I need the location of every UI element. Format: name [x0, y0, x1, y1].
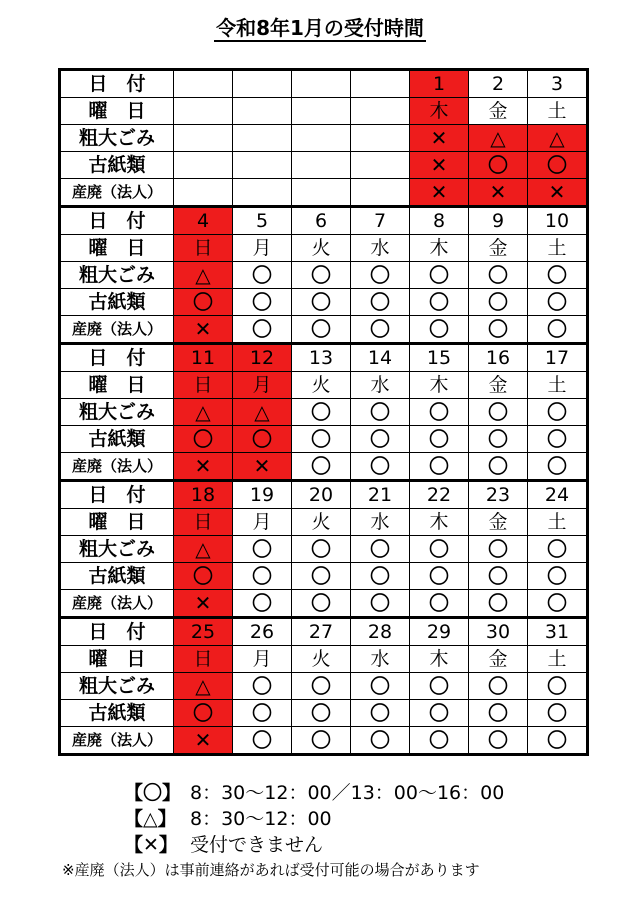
status-cell: 〇: [528, 399, 588, 426]
weekday-cell: 木: [410, 509, 469, 536]
status-cell: 〇: [410, 563, 469, 590]
row-label: 曜 日: [60, 646, 174, 673]
weekday-cell: 水: [351, 235, 410, 262]
status-cell: 〇: [233, 700, 292, 727]
date-cell: [292, 70, 351, 98]
weekday-cell: 月: [233, 235, 292, 262]
status-cell: 〇: [233, 262, 292, 289]
industrial-waste-row: [60, 590, 588, 618]
date-cell: 22: [410, 481, 469, 509]
row-label: 日 付: [60, 344, 174, 372]
row-label: 日 付: [60, 618, 174, 646]
weekday-cell: 水: [351, 372, 410, 399]
row-label: 粗大ごみ: [60, 125, 174, 152]
status-cell: △: [469, 125, 528, 152]
row-label: 粗大ごみ: [60, 399, 174, 426]
weekday-cell: 日: [174, 372, 233, 399]
row-label: 産廃（法人）: [60, 727, 174, 755]
date-cell: 19: [233, 481, 292, 509]
status-cell: [233, 125, 292, 152]
status-cell: 〇: [233, 563, 292, 590]
status-cell: 〇: [410, 289, 469, 316]
legend-text: 受付できません: [190, 834, 324, 856]
row-label: 日 付: [60, 207, 174, 235]
waste-paper-row: [60, 289, 588, 316]
weekday-cell: 水: [351, 646, 410, 673]
status-cell: ✕: [233, 453, 292, 481]
legend-text: 8：30～12：00／13：00～16：00: [190, 782, 505, 804]
footnote: ※産廃（法人）は事前連絡があれば受付可能の場合があります: [62, 861, 480, 879]
status-cell: [351, 125, 410, 152]
row-label: 古紙類: [60, 700, 174, 727]
weekday-cell: 土: [528, 646, 588, 673]
row-label: 曜 日: [60, 372, 174, 399]
status-cell: [351, 179, 410, 207]
weekday-cell: 土: [528, 509, 588, 536]
row-label: 曜 日: [60, 509, 174, 536]
bulky-waste-row: [60, 125, 588, 152]
legend-key: 【〇】: [124, 782, 182, 804]
status-cell: 〇: [351, 453, 410, 481]
industrial-waste-row: [60, 179, 588, 207]
weekday-cell: 木: [410, 646, 469, 673]
weekday-cell: 金: [469, 646, 528, 673]
status-cell: △: [528, 125, 588, 152]
status-cell: 〇: [469, 673, 528, 700]
date-cell: 12: [233, 344, 292, 372]
row-label: 曜 日: [60, 98, 174, 125]
date-cell: 29: [410, 618, 469, 646]
status-cell: 〇: [233, 590, 292, 618]
status-cell: [292, 125, 351, 152]
status-cell: 〇: [410, 262, 469, 289]
weekday-cell: 火: [292, 235, 351, 262]
date-cell: 17: [528, 344, 588, 372]
date-cell: 11: [174, 344, 233, 372]
date-cell: [351, 70, 410, 98]
date-row: [60, 207, 588, 235]
weekday-cell: 木: [410, 372, 469, 399]
status-cell: [351, 152, 410, 179]
status-cell: 〇: [351, 262, 410, 289]
date-row: [60, 344, 588, 372]
bulky-waste-row: [60, 262, 588, 289]
legend-key: 【✕】: [124, 834, 178, 856]
weekday-cell: 月: [233, 509, 292, 536]
date-row: [60, 618, 588, 646]
status-cell: 〇: [233, 673, 292, 700]
row-label: 日 付: [60, 70, 174, 98]
status-cell: 〇: [528, 700, 588, 727]
date-cell: 16: [469, 344, 528, 372]
status-cell: 〇: [233, 727, 292, 755]
status-cell: 〇: [233, 316, 292, 344]
status-cell: 〇: [351, 399, 410, 426]
status-cell: 〇: [174, 700, 233, 727]
date-cell: 28: [351, 618, 410, 646]
status-cell: 〇: [351, 727, 410, 755]
industrial-waste-row: [60, 316, 588, 344]
status-cell: 〇: [410, 590, 469, 618]
bulky-waste-row: [60, 399, 588, 426]
reception-calendar-table: [58, 68, 589, 756]
row-label: 曜 日: [60, 235, 174, 262]
page-title: [0, 15, 640, 41]
weekday-cell: 金: [469, 235, 528, 262]
status-cell: ✕: [410, 152, 469, 179]
status-cell: 〇: [351, 563, 410, 590]
status-cell: 〇: [351, 536, 410, 563]
status-cell: 〇: [410, 453, 469, 481]
row-label: 粗大ごみ: [60, 536, 174, 563]
weekday-cell: 火: [292, 509, 351, 536]
date-cell: [174, 70, 233, 98]
status-cell: 〇: [469, 700, 528, 727]
date-cell: 27: [292, 618, 351, 646]
status-cell: 〇: [469, 262, 528, 289]
status-cell: 〇: [233, 426, 292, 453]
weekday-cell: 土: [528, 372, 588, 399]
status-cell: 〇: [528, 316, 588, 344]
date-cell: [233, 70, 292, 98]
industrial-waste-row: [60, 453, 588, 481]
status-cell: 〇: [528, 453, 588, 481]
weekday-cell: 土: [528, 235, 588, 262]
status-cell: 〇: [410, 673, 469, 700]
date-cell: 23: [469, 481, 528, 509]
status-cell: 〇: [292, 700, 351, 727]
status-cell: ✕: [410, 125, 469, 152]
status-cell: 〇: [469, 316, 528, 344]
status-cell: 〇: [528, 152, 588, 179]
legend-row-morning: [124, 806, 504, 832]
weekday-cell: 水: [351, 509, 410, 536]
row-label: 産廃（法人）: [60, 590, 174, 618]
status-cell: 〇: [410, 316, 469, 344]
date-cell: 2: [469, 70, 528, 98]
weekday-row: [60, 646, 588, 673]
date-cell: 15: [410, 344, 469, 372]
industrial-waste-row: [60, 727, 588, 755]
waste-paper-row: [60, 563, 588, 590]
weekday-row: [60, 98, 588, 125]
status-cell: 〇: [351, 426, 410, 453]
status-cell: [233, 152, 292, 179]
date-row: [60, 70, 588, 98]
weekday-cell: [233, 98, 292, 125]
date-cell: 24: [528, 481, 588, 509]
legend-text: 8：30～12：00: [190, 808, 332, 830]
status-cell: 〇: [233, 289, 292, 316]
row-label: 古紙類: [60, 152, 174, 179]
status-cell: ✕: [174, 727, 233, 755]
status-cell: 〇: [410, 399, 469, 426]
status-cell: 〇: [469, 590, 528, 618]
status-cell: ✕: [410, 179, 469, 207]
status-cell: 〇: [528, 673, 588, 700]
date-cell: 31: [528, 618, 588, 646]
waste-paper-row: [60, 700, 588, 727]
date-cell: 4: [174, 207, 233, 235]
waste-paper-row: [60, 152, 588, 179]
row-label: 粗大ごみ: [60, 673, 174, 700]
bulky-waste-row: [60, 673, 588, 700]
row-label: 産廃（法人）: [60, 316, 174, 344]
legend-row-open: [124, 780, 504, 806]
status-cell: 〇: [469, 426, 528, 453]
status-cell: 〇: [528, 426, 588, 453]
status-cell: 〇: [292, 563, 351, 590]
status-cell: 〇: [292, 426, 351, 453]
date-cell: 25: [174, 618, 233, 646]
weekday-cell: 火: [292, 372, 351, 399]
status-cell: 〇: [410, 727, 469, 755]
row-label: 産廃（法人）: [60, 179, 174, 207]
status-cell: 〇: [292, 727, 351, 755]
row-label: 日 付: [60, 481, 174, 509]
status-cell: ✕: [469, 179, 528, 207]
status-cell: △: [174, 262, 233, 289]
status-cell: 〇: [174, 563, 233, 590]
weekday-cell: 日: [174, 509, 233, 536]
status-cell: 〇: [292, 536, 351, 563]
status-cell: 〇: [233, 536, 292, 563]
row-label: 古紙類: [60, 289, 174, 316]
date-cell: 1: [410, 70, 469, 98]
status-cell: △: [174, 673, 233, 700]
status-cell: [174, 125, 233, 152]
status-cell: ✕: [174, 316, 233, 344]
status-cell: 〇: [410, 700, 469, 727]
status-cell: ✕: [174, 590, 233, 618]
weekday-cell: 日: [174, 646, 233, 673]
status-cell: [233, 179, 292, 207]
weekday-cell: [292, 98, 351, 125]
row-label: 粗大ごみ: [60, 262, 174, 289]
date-cell: 14: [351, 344, 410, 372]
weekday-cell: 月: [233, 372, 292, 399]
status-cell: 〇: [292, 262, 351, 289]
date-cell: 9: [469, 207, 528, 235]
date-cell: 30: [469, 618, 528, 646]
legend-row-closed: [124, 832, 504, 858]
status-cell: 〇: [292, 673, 351, 700]
date-cell: 26: [233, 618, 292, 646]
status-cell: 〇: [528, 289, 588, 316]
status-cell: 〇: [174, 426, 233, 453]
weekday-row: [60, 509, 588, 536]
status-cell: 〇: [292, 590, 351, 618]
date-cell: 21: [351, 481, 410, 509]
weekday-cell: 木: [410, 235, 469, 262]
date-cell: 8: [410, 207, 469, 235]
status-cell: 〇: [292, 453, 351, 481]
status-cell: 〇: [351, 316, 410, 344]
status-cell: 〇: [469, 563, 528, 590]
status-cell: 〇: [528, 563, 588, 590]
status-cell: 〇: [351, 289, 410, 316]
status-cell: 〇: [351, 673, 410, 700]
status-cell: 〇: [469, 399, 528, 426]
status-cell: 〇: [469, 152, 528, 179]
status-cell: 〇: [469, 453, 528, 481]
date-cell: 18: [174, 481, 233, 509]
row-label: 産廃（法人）: [60, 453, 174, 481]
weekday-row: [60, 372, 588, 399]
weekday-cell: 土: [528, 98, 588, 125]
date-cell: 13: [292, 344, 351, 372]
date-cell: 6: [292, 207, 351, 235]
status-cell: [174, 152, 233, 179]
weekday-cell: 火: [292, 646, 351, 673]
status-cell: [292, 152, 351, 179]
status-cell: 〇: [528, 536, 588, 563]
date-cell: 20: [292, 481, 351, 509]
weekday-cell: 金: [469, 509, 528, 536]
title-text: 令和8年1月の受付時間: [216, 16, 424, 40]
status-cell: △: [233, 399, 292, 426]
weekday-cell: [174, 98, 233, 125]
status-cell: [174, 179, 233, 207]
date-cell: 3: [528, 70, 588, 98]
status-cell: 〇: [351, 590, 410, 618]
weekday-row: [60, 235, 588, 262]
status-cell: 〇: [469, 289, 528, 316]
status-cell: 〇: [292, 316, 351, 344]
date-cell: 5: [233, 207, 292, 235]
date-cell: 10: [528, 207, 588, 235]
status-cell: ✕: [528, 179, 588, 207]
status-cell: ✕: [174, 453, 233, 481]
legend: [124, 780, 504, 858]
weekday-cell: 金: [469, 98, 528, 125]
status-cell: 〇: [528, 262, 588, 289]
status-cell: 〇: [528, 590, 588, 618]
weekday-cell: 木: [410, 98, 469, 125]
status-cell: 〇: [174, 289, 233, 316]
status-cell: 〇: [469, 727, 528, 755]
bulky-waste-row: [60, 536, 588, 563]
weekday-cell: 日: [174, 235, 233, 262]
row-label: 古紙類: [60, 426, 174, 453]
status-cell: 〇: [410, 536, 469, 563]
waste-paper-row: [60, 426, 588, 453]
status-cell: 〇: [469, 536, 528, 563]
status-cell: 〇: [292, 289, 351, 316]
legend-key: 【△】: [124, 808, 177, 830]
date-row: [60, 481, 588, 509]
row-label: 古紙類: [60, 563, 174, 590]
weekday-cell: 月: [233, 646, 292, 673]
date-cell: 7: [351, 207, 410, 235]
status-cell: △: [174, 536, 233, 563]
weekday-cell: [351, 98, 410, 125]
status-cell: 〇: [410, 426, 469, 453]
status-cell: 〇: [292, 399, 351, 426]
weekday-cell: 金: [469, 372, 528, 399]
status-cell: 〇: [528, 727, 588, 755]
status-cell: △: [174, 399, 233, 426]
status-cell: 〇: [351, 700, 410, 727]
status-cell: [292, 179, 351, 207]
